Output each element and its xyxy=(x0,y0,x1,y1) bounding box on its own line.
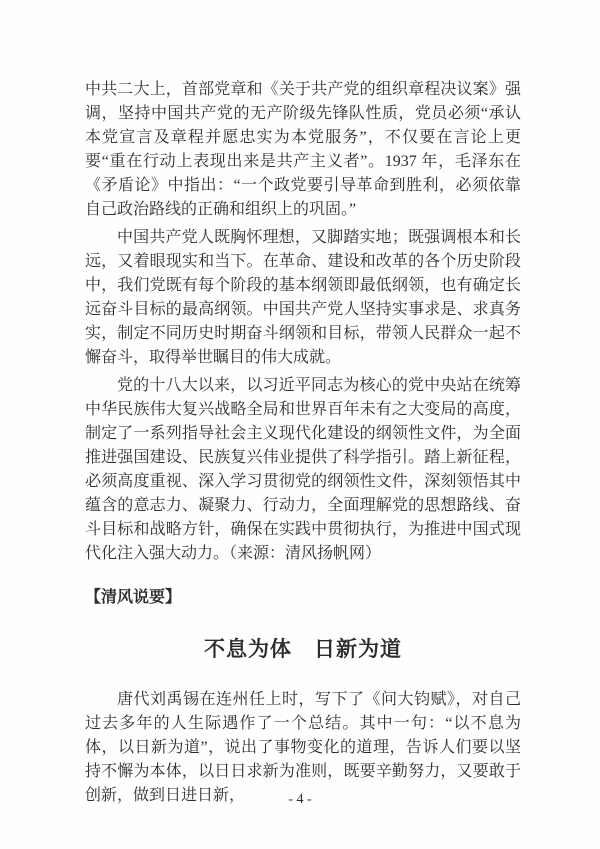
section-heading: 【清风说要】 xyxy=(85,589,182,606)
page-number: - 4 - xyxy=(288,792,312,807)
body-paragraph: 中国共产党人既胸怀理想，又脚踏实地；既强调根本和长远，又着眼现实和当下。在革命、建设和改革的各个历史阶段中，我们党既有每个阶段的基本纲领即最低纲领，也有确定长远奋斗目标的最高纲领。中国共产党人坚持实事求是、求真务实，制定不同历史时期奋斗纲领和目标，带领人民群众一起不懈奋斗，取得举世瞩目的伟大成就。 xyxy=(85,229,521,366)
article-paragraph: 唐代刘禹锡在连州任上时，写下了《问大钧赋》，对自己过去多年的人生际遇作了一个总结。其中一句：“以不息为体，以日新为道”，说出了事物变化的道理，告诉人们要以坚持不懈为本体，以日日求新为准则，既要辛勤努力，又要敢于创新，做到日进日新， xyxy=(85,691,521,804)
article-title: 不息为体 日新为道 xyxy=(204,637,402,661)
text-block xyxy=(85,78,521,808)
body-paragraph: 党的十八大以来，以习近平同志为核心的党中央站在统筹中华民族伟大复兴战略全局和世界百年未有之大变局的高度，制定了一系列指导社会主义现代化建设的纲领性文件，为全面推进强国建设、民族复兴伟业提供了科学指引。踏上新征程，必须高度重视、深入学习贯彻党的纲领性文件，深刻领悟其中蕴含的意志力、凝聚力、行动力，全面理解党的思想路线、奋斗目标和战略方针，确保在实践中贯彻执行，为推进中国式现代化注入强大动力。（来源：清风扬帆网） xyxy=(85,377,521,562)
body-paragraph: 中共二大上，首部党章和《关于共产党的组织章程决议案》强调，坚持中国共产党的无产阶级先锋队性质，党员必须“承认本党宣言及章程并愿忠实为本党服务”，不仅要在言论上更要“重在行动上表现出来是共产主义者”。1937 年，毛泽东在《矛盾论》中指出：“一个政党要引导革命到胜利，必须依靠自己政治路线的正确和组织上的巩固。” xyxy=(85,81,521,218)
